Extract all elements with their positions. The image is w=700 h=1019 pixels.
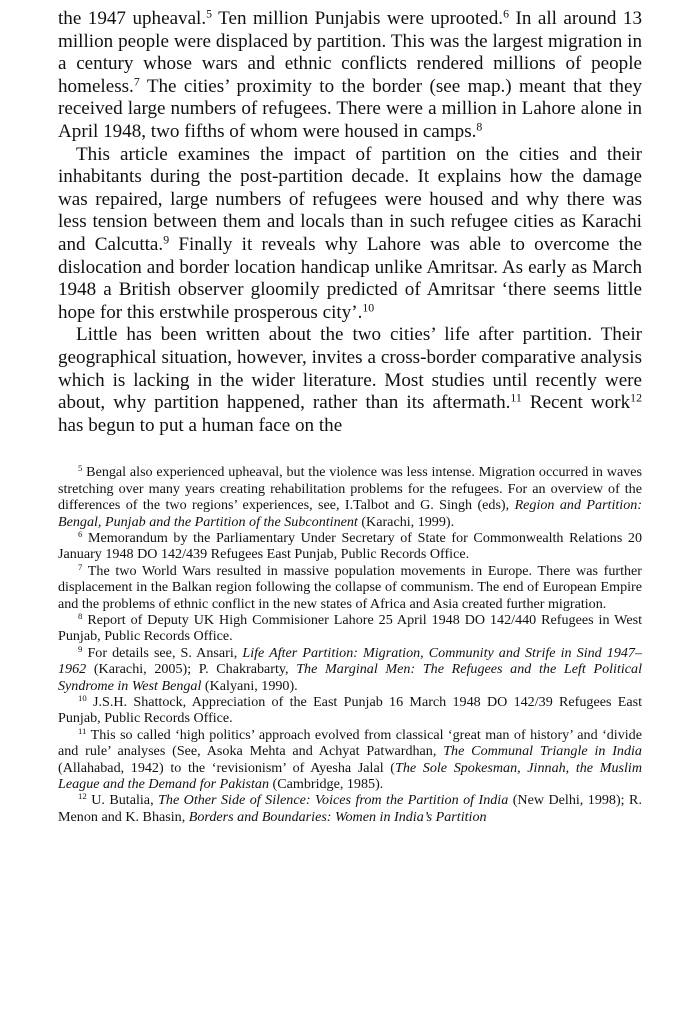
text-run: the 1947 upheaval. bbox=[58, 8, 207, 29]
footnote-number: 12 bbox=[78, 791, 87, 802]
footnote-12 bbox=[58, 792, 642, 825]
footnote-8 bbox=[58, 612, 642, 645]
citation-title: Life After Partition: Migration, Community and Strife in Sind 1947–1962 bbox=[58, 644, 643, 678]
text-run: For details see, S. Ansari, bbox=[82, 644, 243, 661]
text-run: Memorandum by the Parliamentary Under Secretary of State for Commonwealth Relations 20 January 1948 DO 142/439 Refugees East Punjab, Public Records Office. bbox=[58, 529, 642, 563]
footnotes bbox=[58, 464, 642, 825]
text-run: Little has been written about the two cities’ life after partition. Their geographical situation, however, invites a cross-border comparative analysis which is lacking in the wider literature. Most studies until recently were about, why partition happened, rather than its aftermath. bbox=[58, 324, 642, 414]
footnote-number: 10 bbox=[78, 693, 87, 704]
citation-title: The Marginal Men: The Refugees and the Left Political Syndrome in West Bengal bbox=[58, 661, 642, 694]
text-run: The cities’ proximity to the border (see map.) meant that they received large numbers of refugees. There were a million in Lahore alone in April 1948, two fifths of whom were housed in camps. bbox=[58, 75, 642, 142]
citation-title: Region and Partition: Bengal, Punjab and the Partition of the Subcontinent bbox=[58, 497, 643, 530]
footnote-number: 9 bbox=[78, 643, 83, 654]
citation-title: Borders and Boundaries: Women in India’s Partition bbox=[188, 808, 487, 825]
footnote-ref-10[interactable]: 10 bbox=[362, 300, 375, 315]
body-paragraph-2 bbox=[58, 144, 642, 325]
footnote-7 bbox=[58, 563, 642, 612]
text-run: J.S.H. Shattock, Appreciation of the East Punjab 16 March 1948 DO 142/39 Refugees East Punjab, Public Records Office. bbox=[58, 693, 642, 727]
text-run: This so called ‘high politics’ approach evolved from classical ‘great man of history’ and ‘divide and rule’ analyses (See, Asoka Mehta and Achyat Patwardhan, bbox=[58, 726, 642, 760]
footnote-ref-11[interactable]: 11 bbox=[510, 390, 522, 405]
citation-title: The Sole Spokesman, Jinnah, the Muslim League and the Demand for Pakistan bbox=[58, 759, 642, 792]
footnote-ref-12[interactable]: 12 bbox=[630, 390, 642, 405]
text-run: (Allahabad, 1942) to the ‘revisionism’ of Ayesha Jalal ( bbox=[58, 759, 395, 776]
text-run: In all around 13 million people were displaced by partition. This was the largest migration in a century whose wars and ethnic conflicts rendered millions of people homeless. bbox=[58, 8, 642, 97]
citation-title: The Communal Triangle in India bbox=[443, 743, 642, 760]
text-run: The two World Wars resulted in massive population movements in Europe. There was further displacement in the Balkan region following the collapse of communism. The end of European Empire and the problems of ethnic conflict in the new states of Africa and Asia created further migration. bbox=[58, 562, 642, 612]
footnote-ref-6[interactable]: 6 bbox=[503, 6, 510, 21]
footnote-ref-8[interactable]: 8 bbox=[476, 119, 483, 134]
footnote-number: 11 bbox=[78, 725, 87, 736]
text-run: (Karachi, 1999). bbox=[357, 513, 455, 530]
footnote-number: 5 bbox=[78, 463, 83, 474]
citation-title: The Other Side of Silence: Voices from the Partition of India bbox=[158, 792, 509, 809]
text-run: (Cambridge, 1985). bbox=[269, 776, 384, 792]
body-text bbox=[58, 8, 642, 437]
body-paragraph-3 bbox=[58, 324, 642, 437]
footnote-ref-9[interactable]: 9 bbox=[163, 232, 170, 247]
footnote-5 bbox=[58, 464, 642, 530]
footnote-number: 8 bbox=[78, 611, 83, 622]
footnote-11 bbox=[58, 727, 642, 793]
text-run: Ten million Punjabis were uprooted. bbox=[212, 8, 504, 29]
footnote-ref-7[interactable]: 7 bbox=[133, 74, 140, 89]
footnote-10 bbox=[58, 694, 642, 727]
text-run: This article examines the impact of partition on the cities and their inhabitants during the post-partition decade. It explains how the damage was repaired, large numbers of refugees were housed and why there was less tension between them and locals than in such refugee cities as Karachi and Calcutta. bbox=[58, 143, 642, 255]
text-run: has begun to put a human face on the bbox=[58, 414, 343, 436]
text-run: Recent work bbox=[521, 392, 631, 414]
footnote-number: 6 bbox=[78, 529, 83, 540]
footnote-9 bbox=[58, 645, 642, 694]
text-run: (Karachi, 2005); P. Chakrabarty, bbox=[86, 661, 297, 678]
text-run: Bengal also experienced upheaval, but the violence was less intense. Migration occurred in waves stretching over many years creating rehabilitation problems for the refugees. For an overview of the differences of the two regions’ experiences, see, I.Talbot and G. Singh (eds), bbox=[58, 464, 642, 514]
page bbox=[58, 8, 642, 825]
footnote-ref-5[interactable]: 5 bbox=[206, 6, 213, 21]
text-run: (New Delhi, 1998); R. Menon and K. Bhasin, bbox=[58, 792, 642, 825]
text-run: Report of Deputy UK High Commisioner Lahore 25 April 1948 DO 142/440 Refugees in West Punjab, Public Records Office. bbox=[58, 611, 642, 645]
footnote-number: 7 bbox=[78, 561, 83, 572]
text-run: Finally it reveals why Lahore was able to overcome the dislocation and border location handicap unlike Amritsar. As early as March 1948 a British observer gloomily predicted of Amritsar ‘there seems little hope for this erstwhile prosperous city’. bbox=[58, 233, 642, 323]
body-paragraph-1 bbox=[58, 8, 642, 144]
text-run: U. Butalia, bbox=[86, 792, 159, 809]
footnote-6 bbox=[58, 530, 642, 563]
text-run: (Kalyani, 1990). bbox=[201, 677, 298, 694]
